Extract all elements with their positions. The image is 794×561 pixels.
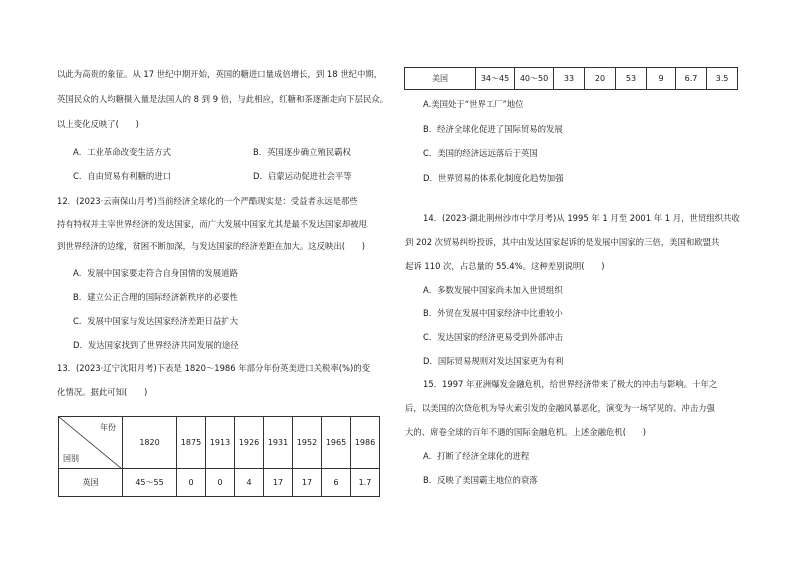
year-cell: 1926 [235, 417, 264, 469]
table-cell: 6 [322, 469, 351, 497]
table-cell: 20 [585, 68, 616, 90]
q12-stem-line-3: 到世界经济的边缘，贫困不断加深，与发达国家的经济差距在加大。这反映出( ) [57, 241, 366, 251]
q12-option-a: A．发展中国家要走符合自身国情的发展道路 [73, 268, 238, 278]
q13-option-b: B．经济全球化促进了国际贸易的发展 [423, 124, 563, 134]
year-cell: 1875 [177, 417, 206, 469]
q14-stem-line-3: 起诉 110 次，占总量的 55.4%。这种差别说明( ) [405, 261, 605, 271]
q13-option-a: A.美国处于“世界工厂”地位 [423, 99, 524, 109]
q15-stem-line-2: 后，以美国的次贷危机为导火索引发的金融风暴恶化，演变为一场罕见的、冲击力强 [405, 403, 715, 413]
q14-stem-line-2: 到 202 次贸易纠纷投诉，其中由发达国家起诉的是发展中国家的三倍，美国和欧盟共 [405, 237, 720, 247]
table-cell: 34～45 [476, 68, 515, 90]
q14-option-a: A．多数发展中国家尚未加入世贸组织 [423, 285, 563, 295]
year-cell: 1820 [123, 417, 177, 469]
table-cell: 3.5 [707, 68, 738, 90]
q11-text-line-2: 英国民众的人均糖摄入量是法国人的 8 到 9 倍，与此相应，红糖和茶逐渐走向下层民众。 [57, 94, 389, 104]
table-cell: 17 [264, 469, 293, 497]
year-cell: 1986 [351, 417, 380, 469]
q15-option-a: A．打断了经济全球化的进程 [423, 451, 530, 461]
table-cell: 33 [554, 68, 585, 90]
q12-stem-line-2: 持有特权并主宰世界经济的发达国家，而广大发展中国家尤其是最不发达国家却被甩 [57, 219, 367, 229]
table-cell: 0 [177, 469, 206, 497]
q13-stem-line-2: 化情况。据此可知( ) [57, 387, 148, 397]
tariff-table [58, 416, 380, 497]
q14-option-c: C．发达国家的经济更易受到外部冲击 [423, 332, 563, 342]
table-row-uk [59, 469, 380, 497]
q12-option-c: C．发展中国家与发达国家经济差距日益扩大 [73, 316, 238, 326]
q15-option-b: B．反映了美国霸主地位的衰落 [423, 475, 538, 485]
table-row-us [405, 68, 738, 90]
q11-option-a: A．工业革命改变生活方式 [73, 147, 171, 157]
table-cell: 9 [647, 68, 676, 90]
q12-stem-line-1: 12．(2023·云南保山月考)当前经济全球化的一个严酷现实是：受益者永远是那些 [57, 196, 358, 206]
table-header-row [59, 417, 380, 469]
header-country-label: 国别 [63, 454, 79, 463]
q11-text-line-1: 以此为高贵的象征。从 17 世纪中期开始，英国的糖进口量成倍增长，到 18 世纪中期， [57, 69, 383, 79]
q13-option-c: C．美国的经济远远落后于英国 [423, 148, 538, 158]
q13-option-d: D．世界贸易的体系化制度化趋势加强 [423, 173, 564, 183]
table-cell: 40～50 [515, 68, 554, 90]
row-label-us: 美国 [405, 68, 476, 90]
table-cell: 6.7 [676, 68, 707, 90]
table-cell: 17 [293, 469, 322, 497]
q11-text-line-3: 以上变化反映了( ) [57, 119, 139, 129]
table-cell: 0 [206, 469, 235, 497]
year-cell: 1965 [322, 417, 351, 469]
tariff-table-continued [404, 67, 738, 90]
q14-stem-line-1: 14．(2023·湖北荆州沙市中学月考)从 1995 年 1 月至 2001 年 1 月，世贸组织共收 [423, 213, 740, 223]
table-cell: 45～55 [123, 469, 177, 497]
q12-option-d: D．发达国家找到了世界经济共同发展的途径 [73, 340, 239, 350]
q14-option-b: B．外贸在发展中国家经济中比重较小 [423, 308, 563, 318]
table-cell: 53 [616, 68, 647, 90]
year-cell: 1952 [293, 417, 322, 469]
q11-option-c: C．自由贸易有利糖的进口 [73, 171, 171, 181]
table-cell: 4 [235, 469, 264, 497]
q11-option-b: B．英国逐步确立殖民霸权 [253, 147, 351, 157]
q14-option-d: D．国际贸易规则对发达国家更为有利 [423, 356, 564, 366]
year-cell: 1913 [206, 417, 235, 469]
q12-option-b: B．建立公正合理的国际经济新秩序的必要性 [73, 292, 238, 302]
q13-stem-line-1: 13．(2023·辽宁沈阳月考)下表是 1820～1986 年部分年份英美进口关税率(%)的变 [57, 363, 370, 373]
year-cell: 1931 [264, 417, 293, 469]
table-cell: 1.7 [351, 469, 380, 497]
table-corner-cell [59, 417, 123, 469]
row-label-uk: 英国 [59, 469, 123, 497]
q15-stem-line-3: 大的、席卷全球的百年不遇的国际金融危机。上述金融危机( ) [405, 427, 647, 437]
q11-option-d: D．启蒙运动促进社会平等 [253, 171, 352, 181]
header-year-label: 年份 [100, 423, 116, 432]
q15-stem-line-1: 15．1997 年亚洲爆发金融危机，给世界经济带来了极大的冲击与影响。十年之 [423, 379, 718, 389]
